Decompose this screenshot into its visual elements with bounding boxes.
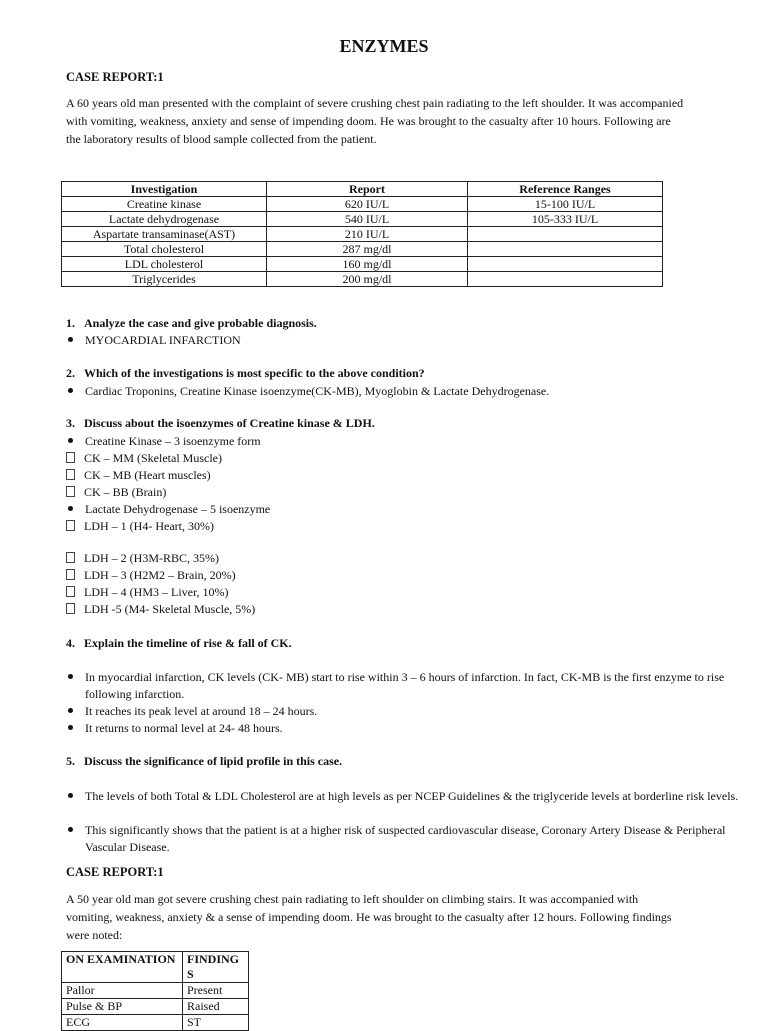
- question-2: [66, 366, 425, 381]
- table-header-row: [62, 182, 663, 197]
- bullet-icon: [68, 438, 73, 443]
- question-text: Discuss about the isoenzymes of Creatine kinase & LDH.: [84, 416, 375, 430]
- table-cell: [468, 272, 663, 287]
- checkbox-bullet-icon: [66, 452, 75, 463]
- list-item-text: LDH – 3 (H2M2 – Brain, 20%): [84, 568, 236, 582]
- list-item: [66, 467, 211, 484]
- table-row: [62, 1015, 249, 1031]
- checkbox-bullet-icon: [66, 469, 75, 480]
- list-item: [66, 584, 229, 601]
- table-cell: 210 IU/L: [267, 227, 468, 242]
- table-header-cell: Report: [267, 182, 468, 197]
- question-1: [66, 316, 317, 331]
- table-header-cell: ON EXAMINATION: [62, 952, 183, 983]
- table-cell: Present: [183, 983, 249, 999]
- table-row: [62, 257, 663, 272]
- table-cell: ECG: [62, 1015, 183, 1031]
- question-number: 2.: [66, 366, 75, 380]
- table-row: [62, 983, 249, 999]
- question-text: Analyze the case and give probable diagnosis.: [84, 316, 317, 330]
- question-number: 1.: [66, 316, 75, 330]
- list-item: [66, 601, 255, 618]
- table-header-cell: Investigation: [62, 182, 267, 197]
- bullet-icon: [68, 725, 73, 730]
- list-item: [66, 788, 746, 805]
- list-item: [66, 822, 746, 856]
- list-item: [66, 484, 166, 501]
- table-cell: Total cholesterol: [62, 242, 267, 257]
- table-cell: Aspartate transaminase(AST): [62, 227, 267, 242]
- lab-results-table: [61, 181, 663, 287]
- table-cell: 200 mg/dl: [267, 272, 468, 287]
- list-item: [66, 550, 219, 567]
- list-item-text: In myocardial infarction, CK levels (CK- MB) start to rise within 3 – 6 hours of infarction. In fact, CK-MB is the first enzyme to rise following infarction.: [85, 670, 725, 701]
- table-row: [62, 212, 663, 227]
- question-text: Explain the timeline of rise & fall of CK.: [84, 636, 292, 650]
- list-item-text: LDH – 1 (H4- Heart, 30%): [84, 519, 214, 533]
- list-item: [66, 332, 241, 349]
- bullet-icon: [68, 337, 73, 342]
- table-row: [62, 272, 663, 287]
- list-item: [66, 383, 549, 400]
- list-item: [66, 669, 746, 703]
- case-report-2-heading: CASE REPORT:1: [66, 865, 164, 879]
- table-cell: Triglycerides: [62, 272, 267, 287]
- list-item-text: Lactate Dehydrogenase – 5 isoenzyme: [85, 502, 271, 516]
- list-item: [66, 720, 283, 737]
- list-item-text: CK – MM (Skeletal Muscle): [84, 451, 222, 465]
- table-cell: [468, 242, 663, 257]
- table-cell: Pallor: [62, 983, 183, 999]
- examination-table: [61, 951, 249, 1031]
- list-item: [66, 433, 261, 450]
- question-text: Discuss the significance of lipid profile in this case.: [84, 754, 343, 768]
- bullet-icon: [68, 388, 73, 393]
- table-header-row: [62, 952, 249, 983]
- table-cell: 105-333 IU/L: [468, 212, 663, 227]
- list-item-text: CK – BB (Brain): [84, 485, 167, 499]
- list-item-text: It reaches its peak level at around 18 – 24 hours.: [85, 704, 318, 718]
- checkbox-bullet-icon: [66, 552, 75, 563]
- bullet-icon: [68, 506, 73, 511]
- table-cell: 15-100 IU/L: [468, 197, 663, 212]
- table-header-cell: Reference Ranges: [468, 182, 663, 197]
- question-4: [66, 636, 292, 651]
- list-item-text: LDH – 2 (H3M-RBC, 35%): [84, 551, 219, 565]
- list-item-text: This significantly shows that the patient is at a higher risk of suspected cardiovascular disease, Coronary Artery Disease & Peripheral Vascular Disease.: [85, 823, 726, 854]
- checkbox-bullet-icon: [66, 586, 75, 597]
- bullet-icon: [68, 793, 73, 798]
- question-number: 3.: [66, 416, 75, 430]
- table-cell: 540 IU/L: [267, 212, 468, 227]
- list-item-text: Cardiac Troponins, Creatine Kinase isoenzyme(CK-MB), Myoglobin & Lactate Dehydrogenase.: [85, 384, 550, 398]
- table-cell: Pulse & BP: [62, 999, 183, 1015]
- table-cell: Creatine kinase: [62, 197, 267, 212]
- table-row: [62, 227, 663, 242]
- list-item-text: Creatine Kinase – 3 isoenzyme form: [85, 434, 261, 448]
- table-cell: 620 IU/L: [267, 197, 468, 212]
- question-number: 5.: [66, 754, 75, 768]
- checkbox-bullet-icon: [66, 603, 75, 614]
- list-item-text: MYOCARDIAL INFARCTION: [85, 333, 241, 347]
- list-item-text: LDH – 4 (HM3 – Liver, 10%): [84, 585, 229, 599]
- case-report-2-text: A 50 year old man got severe crushing chest pain radiating to left shoulder on climbing stairs. It was accompanied with vomiting, weakness, anxiety & a sense of impending doom. He was brought to the casualty after 12 hours. Following findings were noted:: [66, 892, 672, 942]
- question-3: [66, 416, 375, 431]
- question-number: 4.: [66, 636, 75, 650]
- list-item-text: LDH -5 (M4- Skeletal Muscle, 5%): [84, 602, 256, 616]
- question-5: [66, 754, 342, 769]
- list-item-text: CK – MB (Heart muscles): [84, 468, 211, 482]
- table-row: [62, 197, 663, 212]
- list-item: [66, 450, 222, 467]
- list-item: [66, 703, 317, 720]
- case-report-1-heading: CASE REPORT:1: [66, 70, 164, 84]
- bullet-icon: [68, 827, 73, 832]
- checkbox-bullet-icon: [66, 486, 75, 497]
- list-item-text: It returns to normal level at 24- 48 hours.: [85, 721, 283, 735]
- table-header-cell: FINDINGS: [183, 952, 249, 983]
- list-item-text: The levels of both Total & LDL Cholesterol are at high levels as per NCEP Guidelines & the triglyceride levels at borderline risk levels.: [85, 789, 739, 803]
- table-cell: 287 mg/dl: [267, 242, 468, 257]
- bullet-icon: [68, 708, 73, 713]
- page-title: ENZYMES: [339, 36, 429, 56]
- list-item: [66, 567, 236, 584]
- question-text: Which of the investigations is most specific to the above condition?: [84, 366, 425, 380]
- table-cell: [468, 257, 663, 272]
- checkbox-bullet-icon: [66, 569, 75, 580]
- table-cell: LDL cholesterol: [62, 257, 267, 272]
- table-cell: 160 mg/dl: [267, 257, 468, 272]
- table-row: [62, 999, 249, 1015]
- table-cell: Raised: [183, 999, 249, 1015]
- list-item: [66, 518, 214, 535]
- case-report-1-text: A 60 years old man presented with the complaint of severe crushing chest pain radiating to the left shoulder. It was accompanied with vomiting, weakness, anxiety and sense of impending doom. He was brought to the casualty after 10 hours. Following are the laboratory results of blood sample collected from the patient.: [66, 96, 684, 146]
- list-item: [66, 501, 270, 518]
- bullet-icon: [68, 674, 73, 679]
- checkbox-bullet-icon: [66, 520, 75, 531]
- table-cell: ST: [183, 1015, 249, 1031]
- table-row: [62, 242, 663, 257]
- table-cell: [468, 227, 663, 242]
- table-cell: Lactate dehydrogenase: [62, 212, 267, 227]
